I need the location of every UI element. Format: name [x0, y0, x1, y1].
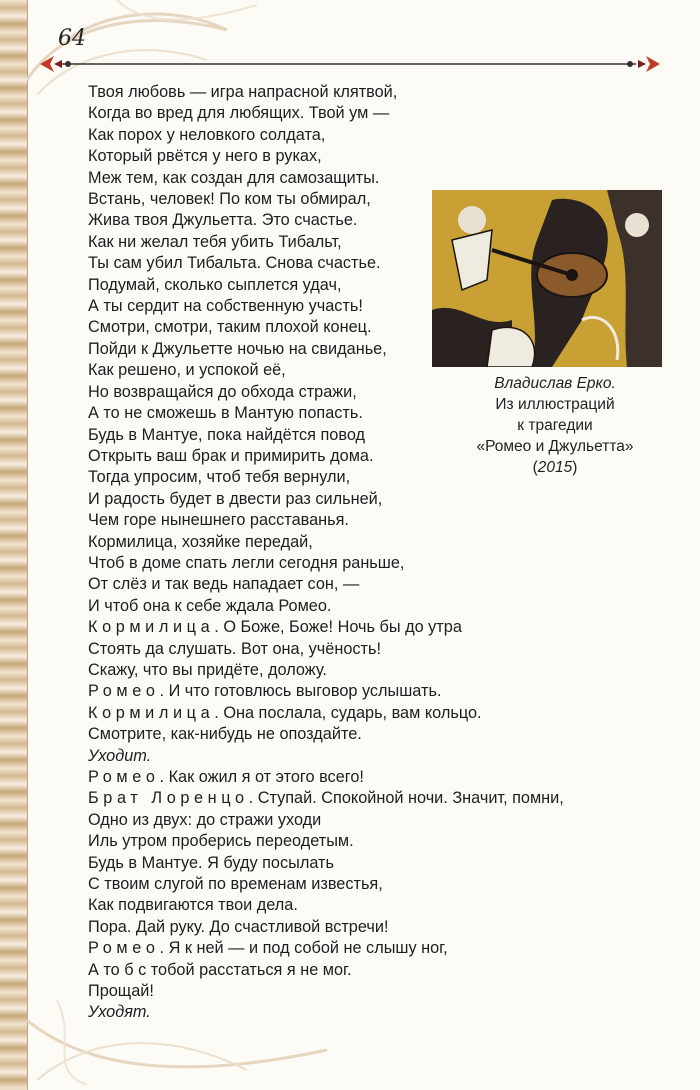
- text-line: [88, 146, 648, 167]
- text-line: [88, 724, 648, 745]
- speaker-name: Ромео: [88, 682, 160, 701]
- stage-direction: Уходит.: [88, 746, 152, 765]
- line-text: Как подвигаются твои дела.: [88, 896, 298, 915]
- text-line: [88, 960, 648, 981]
- text-line: [88, 853, 648, 874]
- line-text: . О Боже, Боже! Ночь бы до утра: [214, 618, 462, 637]
- line-text: А ты сердит на собственную участь!: [88, 297, 363, 316]
- line-text: . Как ожил я от этого всего!: [159, 768, 364, 786]
- text-line: [88, 703, 648, 724]
- line-text: Как решено, и успокой её,: [88, 361, 286, 380]
- line-text: И чтоб она к себе ждала Ромео.: [88, 596, 332, 615]
- line-text: Чтоб в доме спать легли сегодня раньше,: [88, 553, 405, 572]
- text-line: [88, 639, 648, 660]
- speaker-name: Ромео: [88, 939, 160, 958]
- stage-direction: Уходят.: [88, 1003, 151, 1022]
- text-line: [88, 596, 648, 617]
- line-text: А то не сможешь в Мантую попасть.: [88, 404, 363, 423]
- text-line: [88, 574, 648, 595]
- line-text: Меж тем, как создан для самозащиты.: [88, 168, 380, 187]
- line-text: Как порох у неловкого солдата,: [88, 125, 326, 144]
- text-line: [88, 788, 648, 809]
- text-line: [88, 168, 648, 189]
- line-text: Чем горе нынешнего расставанья.: [88, 511, 349, 530]
- page-number: 64: [58, 26, 86, 51]
- line-text: Когда во вред для любящих. Твой ум —: [88, 104, 390, 123]
- text-line: [88, 532, 648, 553]
- text-line: [88, 510, 648, 531]
- line-text: От слёз и так ведь нападает сон, —: [88, 575, 360, 594]
- caption-author: Владислав Ерко.: [494, 375, 616, 392]
- line-text: Кормилица, хозяйке передай,: [88, 532, 313, 551]
- line-text: . Ступай. Спокойной ночи. Значит, помни,: [248, 789, 564, 808]
- text-line: [88, 981, 648, 1002]
- line-text: Будь в Мантуе, пока найдётся повод: [88, 425, 366, 444]
- left-arrow-ornament-icon: [40, 56, 54, 72]
- line-text: А то б с тобой расстаться я не мог.: [88, 960, 352, 979]
- line-text: Открыть ваш брак и примирить дома.: [88, 446, 374, 465]
- line-text: Тогда упросим, чтоб тебя вернули,: [88, 468, 351, 487]
- line-text: Как ни желал тебя убить Тибальт,: [88, 232, 342, 251]
- line-text: Твоя любовь — игра напрасной клятвой,: [88, 83, 398, 101]
- text-line: [88, 810, 648, 831]
- text-line: [88, 746, 648, 767]
- caption-year: (2015): [532, 459, 578, 476]
- text-line: [88, 767, 648, 788]
- line-text: . И что готовлюсь выговор услышать.: [159, 682, 442, 701]
- line-text: Жива твоя Джульетта. Это счастье.: [88, 211, 358, 230]
- caption-year-value: 2015: [537, 459, 573, 476]
- line-text: Скажу, что вы придёте, доложу.: [88, 660, 327, 679]
- line-text: И радость будет в двести раз сильней,: [88, 489, 383, 508]
- text-line: [88, 489, 648, 510]
- speaker-name: Ромео: [88, 768, 160, 786]
- line-text: Будь в Мантуе. Я буду посылать: [88, 853, 334, 872]
- caption-line: Из иллюстраций: [495, 396, 615, 413]
- line-text: Прощай!: [88, 982, 154, 1001]
- header-rule: [40, 50, 660, 78]
- right-arrow-ornament-icon: [646, 56, 660, 72]
- line-text: Иль утром проберись переодетым.: [88, 832, 354, 851]
- line-text: Стоять да слушать. Вот она, учёность!: [88, 639, 381, 658]
- line-text: Подумай, сколько сыплется удач,: [88, 275, 342, 294]
- line-text: Но возвращайся до обхода стражи,: [88, 382, 357, 401]
- text-line: [88, 125, 648, 146]
- text-line: [88, 895, 648, 916]
- text-line: [88, 553, 648, 574]
- line-text: Пора. Дай руку. До счастливой встречи!: [88, 917, 389, 936]
- line-text: Смотри, смотри, таким плохой конец.: [88, 318, 372, 337]
- speaker-name: Брат Лоренцо: [88, 789, 249, 808]
- text-line: [88, 103, 648, 124]
- text-line: [88, 938, 648, 959]
- line-text: С твоим слугой по временам известья,: [88, 875, 383, 894]
- text-line: [88, 1002, 648, 1023]
- text-line: [88, 82, 648, 103]
- text-line: [88, 917, 648, 938]
- caption-line: «Ромео и Джульетта»: [476, 438, 634, 455]
- text-line: [88, 831, 648, 852]
- speaker-name: Кормилица: [88, 618, 215, 637]
- illustration: [432, 190, 662, 367]
- text-line: [88, 681, 648, 702]
- text-line: [88, 660, 648, 681]
- text-line: [88, 874, 648, 895]
- line-text: Который рвётся у него в руках,: [88, 147, 322, 166]
- line-text: Встань, человек! По ком ты обмирал,: [88, 190, 371, 209]
- line-text: Пойди к Джульетте ночью на свиданье,: [88, 339, 387, 358]
- line-text: Ты сам убил Тибальта. Снова счастье.: [88, 254, 381, 273]
- caption-line: к трагедии: [517, 417, 593, 434]
- line-text: . Она послала, сударь, вам кольцо.: [214, 703, 482, 722]
- decorative-border: [0, 0, 28, 1090]
- text-line: [88, 617, 648, 638]
- line-text: Одно из двух: до стражи уходи: [88, 810, 322, 829]
- figure-caption: [440, 373, 670, 478]
- line-text: Смотрите, как-нибудь не опоздайте.: [88, 725, 362, 744]
- speaker-name: Кормилица: [88, 703, 215, 722]
- line-text: . Я к ней — и под собой не слышу ног,: [159, 939, 448, 958]
